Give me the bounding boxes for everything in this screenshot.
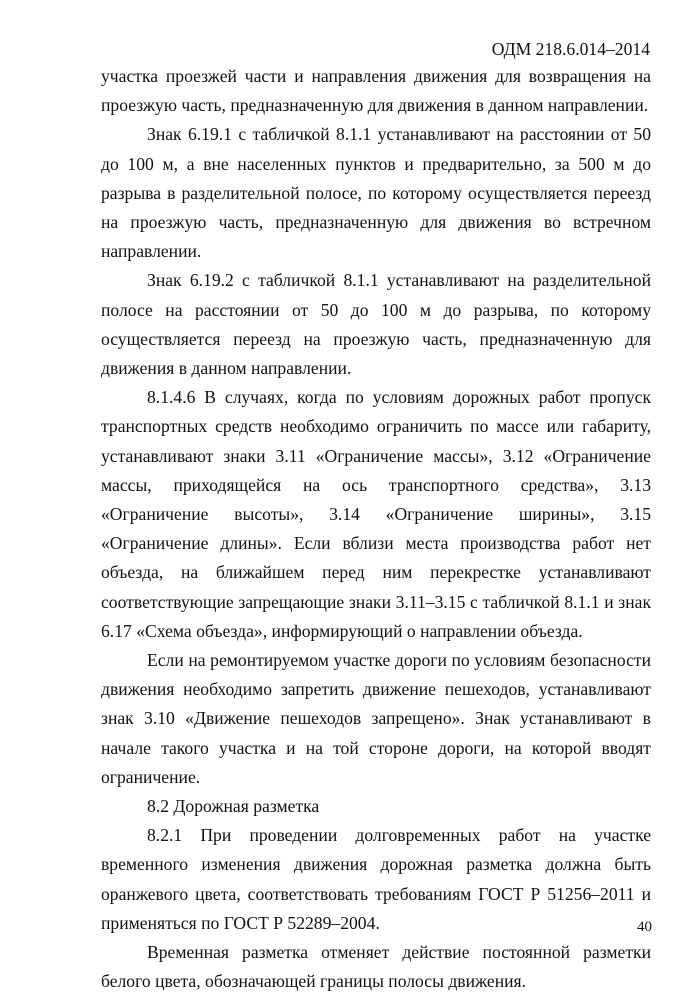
paragraph-temporary-marking: Временная разметка отменяет действие постоянной разметки белого цвета, обозначающей границы полосы движения.	[101, 942, 651, 992]
paragraph-8-1-4-6: 8.1.4.6 В случаях, когда по условиям дорожных работ пропуск транспортных средств необходимо ограничить по массе или габариту, устанавливают знаки 3.11 «Ограничение массы», 3.12 «Ограничение массы, приходящейся на ось транспортного средства», 3.13 «Ограничение высоты», 3.14 «Ограничение ширины», 3.15 «Ограничение длины». Если вблизи места производства работ нет объезда, на ближайшем перед ним перекрестке устанавливают соответствующие запрещающие знаки 3.11–3.15 с табличкой 8.1.1 и знак 6.17 «Схема объезда», информирующий о направлении объезда.	[101, 387, 651, 641]
paragraph-sign-6-19-2: Знак 6.19.2 с табличкой 8.1.1 устанавливают на разделительной полосе на расстоянии от 50 до 100 м до разрыва, по которому осуществляется переезд на проезжую часть, предназначенную для движения в данном направлении.	[101, 270, 651, 379]
paragraph-continuation: участка проезжей части и направления движения для возвращения на проезжую часть, предназначенную для движения в данном направлении.	[101, 66, 651, 116]
paragraph-pedestrians: Если на ремонтируемом участке дороги по условиям безопасности движения необходимо запретить движение пешеходов, устанавливают знак 3.10 «Движение пешеходов запрещено». Знак устанавливают в начале такого участка и на той стороне дороги, на которой вводят ограничение.	[101, 650, 651, 787]
document-code: ОДМ 218.6.014–2014	[491, 39, 650, 59]
section-heading-8-2: 8.2 Дорожная разметка	[147, 796, 320, 817]
page-number: 40	[637, 919, 652, 935]
paragraph-sign-6-19-1: Знак 6.19.1 с табличкой 8.1.1 устанавливают на расстоянии от 50 до 100 м, а вне населенных пунктов и предварительно, за 500 м до разрыва в разделительной полосе, по которому осуществляется переезд на проезжую часть, предназначенную для движения во встречном направлении.	[101, 124, 651, 262]
body-text	[101, 62, 651, 997]
paragraph-8-2-1: 8.2.1 При проведении долговременных работ на участке временного изменения движения дорожная разметка должна быть оранжевого цвета, соответствовать требованиям ГОСТ Р 51256–2011 и применяться по ГОСТ Р 52289–2004.	[101, 825, 651, 933]
